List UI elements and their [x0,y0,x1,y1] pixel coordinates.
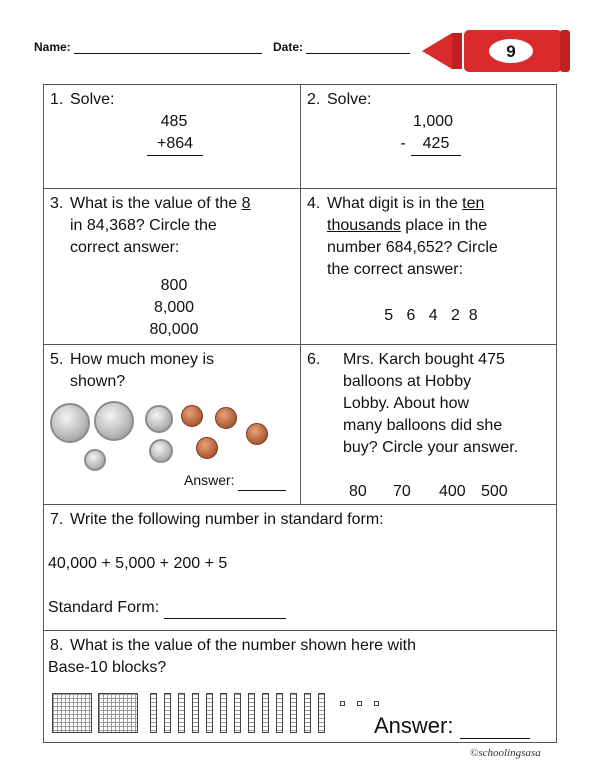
question-text-line: Lobby. About how [343,395,470,412]
answer-option[interactable]: 400 [439,483,466,500]
date-line[interactable] [306,42,410,54]
question-number: 4. [307,195,321,212]
question-7-cell [43,504,557,631]
question-text: Solve: [327,91,372,108]
name-field[interactable] [34,40,262,54]
answer-option[interactable]: 800 [160,277,188,294]
quarter-coin-icon [50,403,90,443]
footer-credit: ©schoolingsasa [470,747,541,759]
answer-option[interactable]: 500 [481,483,508,500]
answer-line[interactable] [460,718,530,739]
question-number: 2. [307,91,321,108]
quarter-coin-icon [94,401,134,441]
question-text-line: Base-10 blocks? [48,659,167,676]
question-6-cell [300,344,557,505]
question-text-line: What digit is in the [327,195,463,212]
tens-rod-block [318,693,325,733]
tens-rod-block [220,693,227,733]
question-2-cell [300,84,557,189]
tens-rod-block [290,693,297,733]
question-number: 7. [50,511,64,528]
question-text-line: What is the value of the number shown here with [70,637,416,654]
penny-coin-icon [215,407,237,429]
question-number: 6. [307,351,321,368]
answer-label: Answer: [374,713,454,738]
minus-sign: - [400,135,406,152]
question-text [70,349,214,393]
question-1-cell [43,84,301,189]
date-label: Date: [273,40,304,54]
question-5-cell [43,344,301,505]
tens-rod-block [248,693,255,733]
question-8-cell [43,630,557,743]
underlined-place: ten [462,195,485,212]
name-label: Name: [34,40,71,54]
question-text: Write the following number in standard form: [70,511,384,528]
ones-unit-block [374,701,379,706]
tens-rod-block [262,693,269,733]
tens-rod-block [206,693,213,733]
penny-coin-icon [181,405,203,427]
date-field[interactable] [273,40,410,54]
badge-number: 9 [506,42,516,61]
tens-rod-block [304,693,311,733]
question-text-line: in 84,368? Circle the [70,217,217,234]
question-text-line: many balloons did she [343,417,503,434]
answer-line[interactable] [238,479,286,491]
question-text: Solve: [70,91,115,108]
question-3-cell [43,188,301,345]
answer-field[interactable] [184,469,286,491]
tens-rod-block [178,693,185,733]
standard-form-field[interactable] [48,597,286,619]
addend-top: 485 [160,113,188,130]
hundreds-flat-block [52,693,92,733]
question-text-line: buy? Circle your answer. [343,439,519,456]
standard-form-line[interactable] [164,602,286,619]
question-text-line: Mrs. Karch bought 475 [343,351,505,368]
question-number: 8. [50,637,64,654]
standard-form-label: Standard Form: [48,599,160,616]
answer-option[interactable]: 8,000 [153,299,195,316]
question-number: 3. [50,195,64,212]
tens-rod-block [164,693,171,733]
question-text-line: balloons at Hobby [343,373,472,390]
question-text-line: shown? [70,373,126,390]
ones-unit-block [340,701,345,706]
dime-coin-icon [145,405,173,433]
question-text [70,193,302,259]
underlined-place: thousands [327,217,401,234]
subtrahend: 425 [411,133,461,156]
question-text [343,349,557,459]
tens-rod-block [234,693,241,733]
tens-rod-block [150,693,157,733]
question-number: 1. [50,91,64,108]
answer-option[interactable]: 80,000 [149,321,199,338]
question-text-line: number 684,652? Circle [327,239,498,256]
tens-rod-block [276,693,283,733]
question-number: 5. [50,351,64,368]
tens-rod-block [192,693,199,733]
question-text [327,193,555,281]
hundreds-flat-block [98,693,138,733]
ones-unit-block [357,701,362,706]
minuend: 1,000 [412,113,454,130]
answer-field[interactable] [374,713,530,739]
nickel-coin-icon [149,439,173,463]
expression: 40,000 + 5,000 + 200 + 5 [48,555,228,572]
question-text-line: What is the value of the [70,195,242,212]
penny-coin-icon [196,437,218,459]
answer-label: Answer: [184,472,235,488]
dime-coin-icon [84,449,106,471]
addend-bottom: +864 [147,133,203,156]
question-4-cell [300,188,557,345]
answer-options[interactable]: 5 6 4 2 8 [384,307,478,324]
penny-coin-icon [246,423,268,445]
answer-option[interactable]: 70 [393,483,411,500]
question-text-line: the correct answer: [327,261,464,278]
question-text-line: correct answer: [70,239,180,256]
name-line[interactable] [74,42,262,54]
question-text-line: place in the [400,217,488,234]
question-text-line: How much money is [70,351,215,368]
underlined-digit: 8 [241,195,251,212]
crayon-badge-icon [420,30,570,72]
answer-option[interactable]: 80 [349,483,367,500]
